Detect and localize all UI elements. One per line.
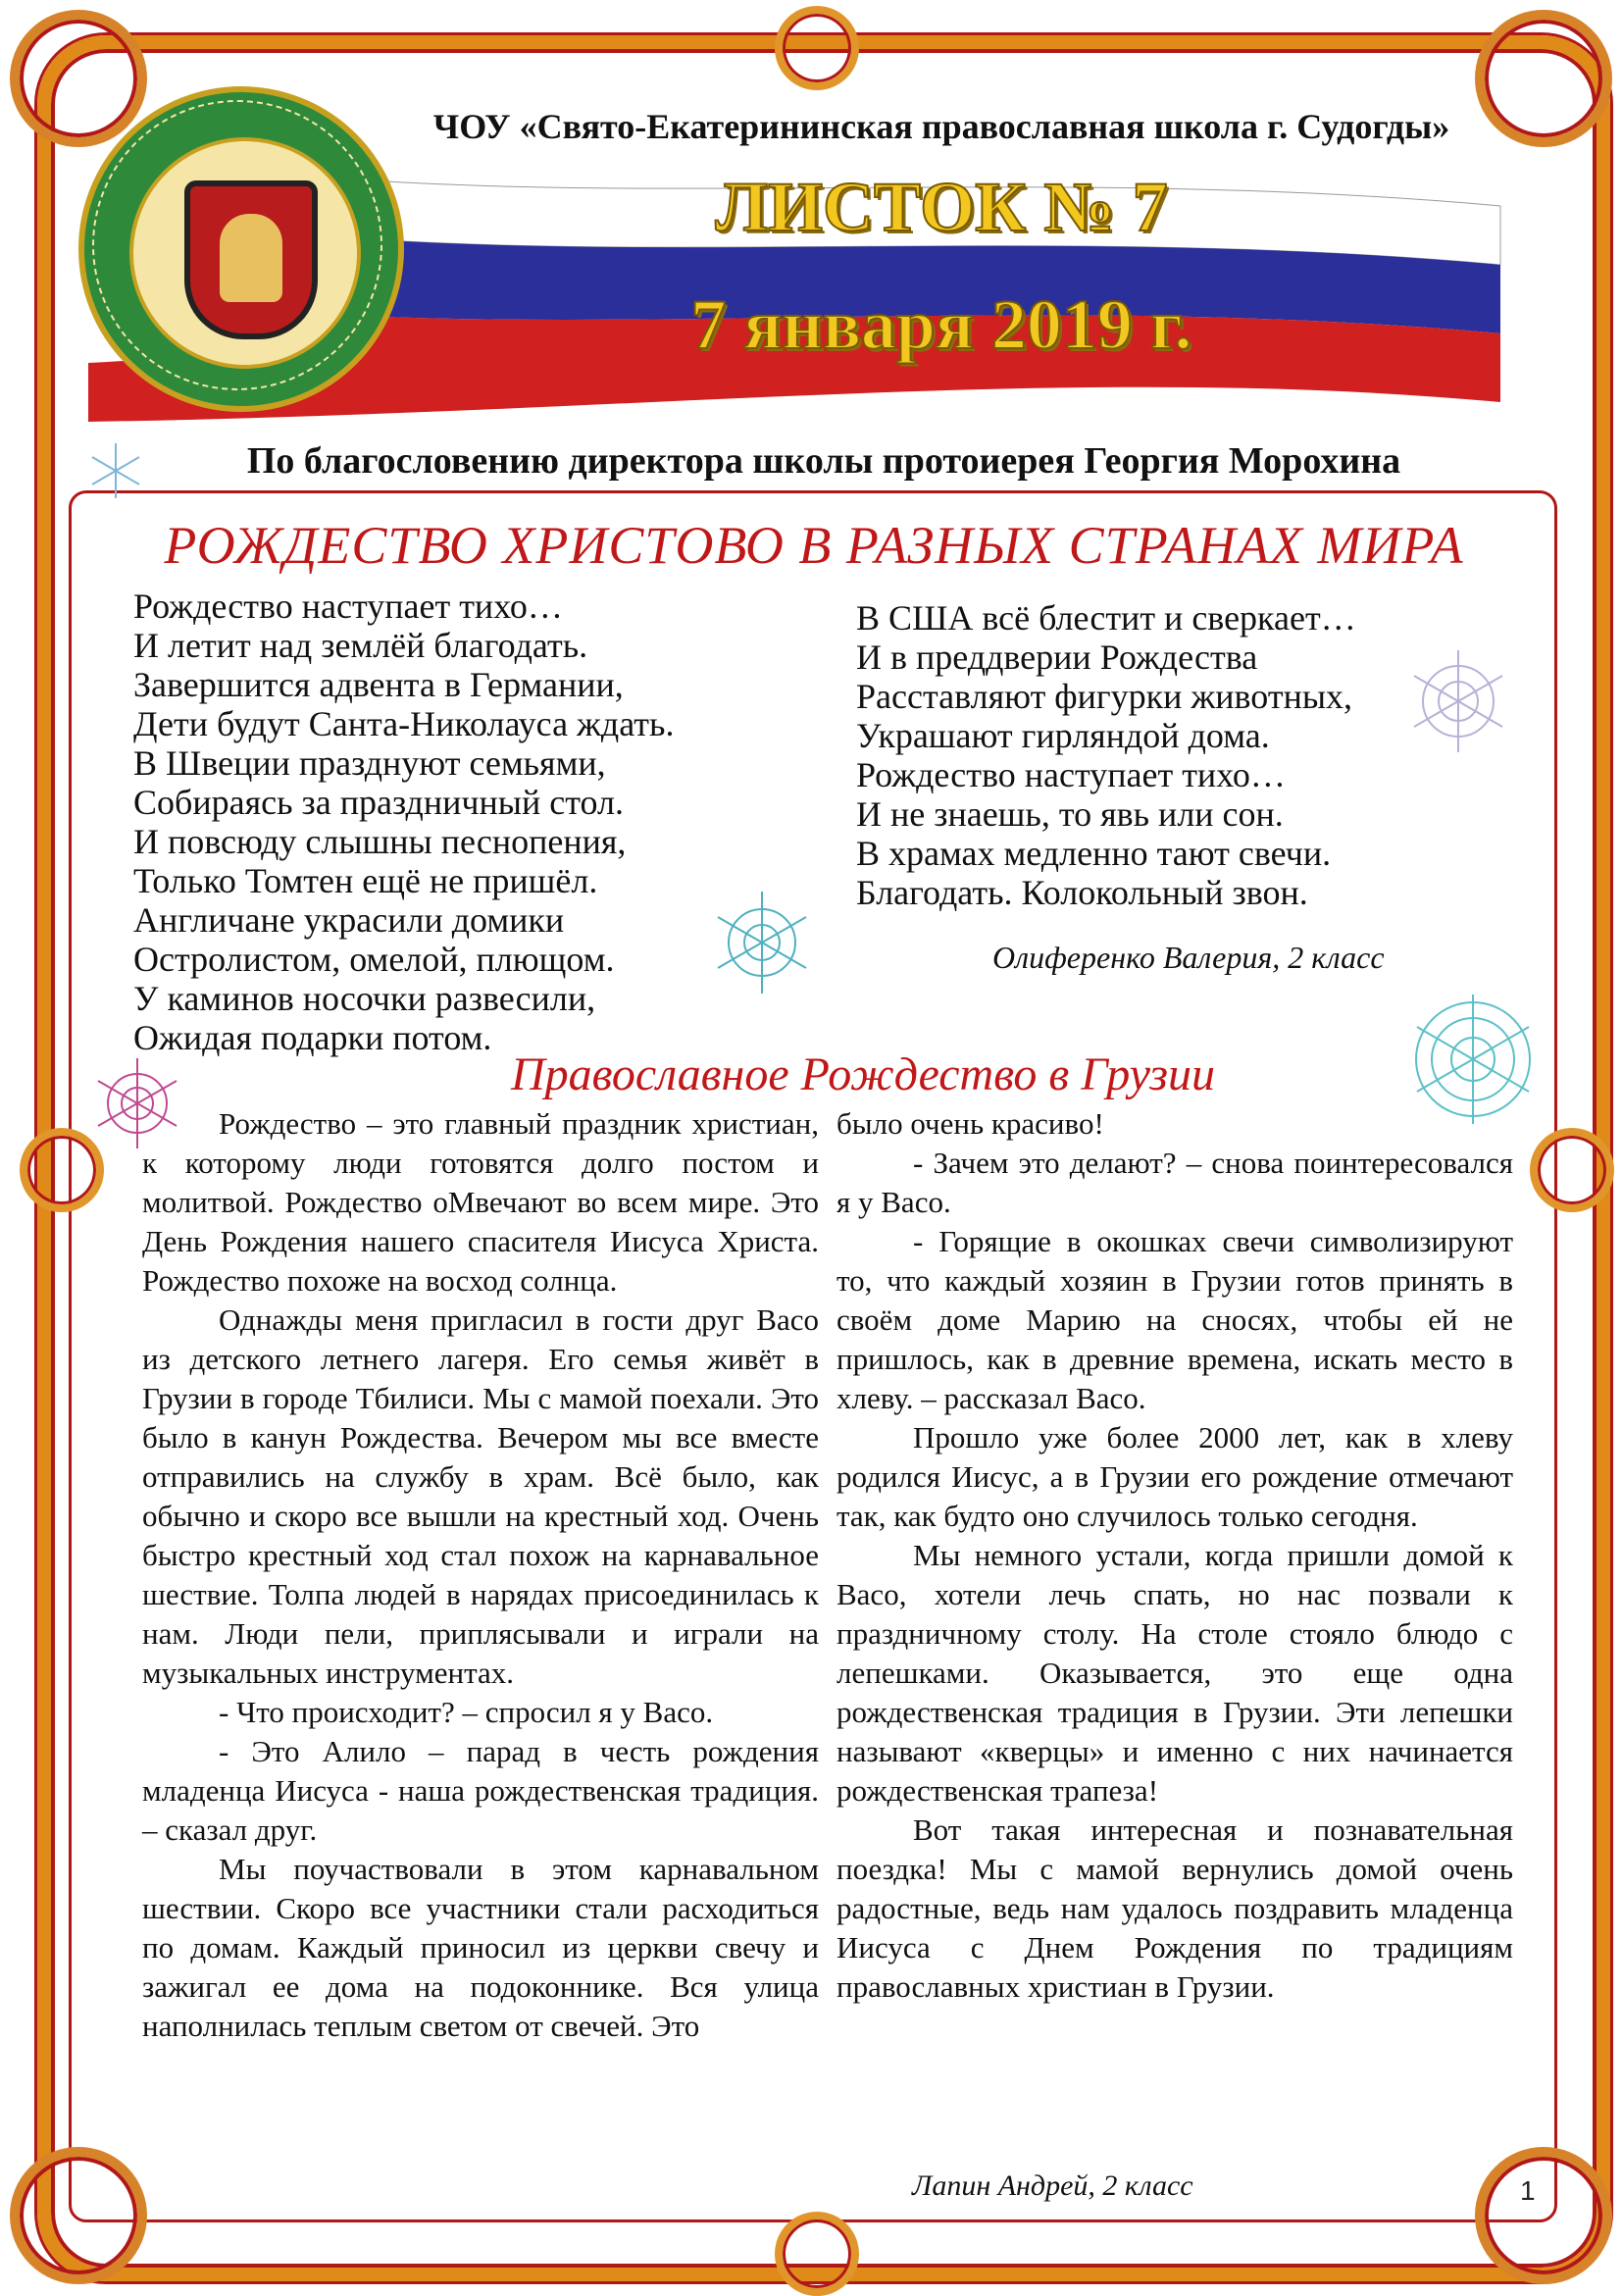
- article-paragraph: было очень красиво!: [836, 1106, 1104, 1141]
- corner-ornament: [1475, 2147, 1612, 2284]
- poem-author: Олиференко Валерия, 2 класс: [992, 940, 1385, 975]
- poem-line: В храмах медленно тают свечи.: [856, 834, 1332, 873]
- poem-line: Ожидая подарки потом.: [133, 1018, 492, 1057]
- poem-line: Дети будут Санта-Николауса ждать.: [133, 704, 675, 743]
- article-left-column: [142, 1104, 819, 2046]
- snowflake-icon: [1404, 647, 1512, 755]
- poem-line: И повсюду слышны песнопения,: [133, 822, 627, 861]
- poem-line: Англичане украсили домики: [133, 900, 565, 940]
- poem-line: И летит над землёй благодать.: [133, 626, 588, 665]
- poem-line: И в преддверии Рождества: [856, 638, 1258, 677]
- poem-right-column: [856, 598, 1356, 912]
- article-paragraph: - Это Алило – парад в честь рождения младенца Иисуса - наша рождественская традиция. – сказал друг.: [142, 1734, 819, 1847]
- article-paragraph: Однажды меня пригласил в гости друг Васо из детского летнего лагеря. Его семья живёт в Грузии в городе Тбилиси. Мы с мамой поехали. Это было в канун Рождества. Вечером мы все вместе отправились на службу в храм. Всё было, как обычно и скоро все вышли на крестный ход. Очень быстро крестный ход стал похож на карнавальное шествие. Толпа людей в нарядах присоединилась к нам. Люди пели, приплясывали и играли на музыкальных инструментах.: [142, 1302, 819, 1690]
- snowflake-icon: [86, 441, 145, 500]
- article-paragraph: Мы немного устали, когда пришли домой к Васо, хотели лечь спать, но нас позвали к праздничному столу. На столе стояло блюдо с лепешками. Оказывается, это еще одна рождественская традиция в Грузии. Эти лепешки называют «кверцы» и именно с них начинается рождественская трапеза!: [836, 1538, 1513, 1808]
- corner-ornament: [10, 2147, 147, 2284]
- article-title: Православное Рождество в Грузии: [511, 1048, 1215, 1100]
- poem-left-column: [133, 587, 674, 1057]
- top-scroll-ornament: [775, 6, 859, 90]
- article-paragraph: Прошло уже более 2000 лет, как в хлеву родился Иисус, а в Грузии его рождение отмечают так, как будто оно случилось только сегодня.: [836, 1420, 1513, 1533]
- saint-icon: [220, 214, 282, 302]
- emblem-shield: [184, 180, 318, 339]
- blessing-line: По благословению директора школы протоиерея Георгия Морохина: [246, 440, 1401, 482]
- poem-line: Завершится адвента в Германии,: [133, 665, 624, 704]
- poem-line: Благодать. Колокольный звон.: [856, 873, 1308, 912]
- emblem-center: [129, 137, 361, 369]
- side-scroll-ornament: [1530, 1128, 1614, 1212]
- poem-line: Только Томтен ещё не пришёл.: [133, 861, 598, 900]
- poem-line: Рождество наступает тихо…: [856, 755, 1286, 794]
- bottom-scroll-ornament: [775, 2212, 859, 2296]
- poem-section-title: РОЖДЕСТВО ХРИСТОВО В РАЗНЫХ СТРАНАХ МИРА: [164, 516, 1464, 575]
- issue-date: 7 января 2019 г.: [690, 285, 1192, 364]
- page-number: 1: [1520, 2175, 1536, 2206]
- article-paragraph: - Зачем это делают? – снова поинтересовался я у Васо.: [836, 1146, 1513, 1219]
- article-paragraph: - Горящие в окошках свечи символизируют то, что каждый хозяин в Грузии готов принять в своём доме Марию на сносях, чтобы ей не пришлось, как в древние времена, искать место в хлеву. – рассказал Васо.: [836, 1224, 1513, 1415]
- article-paragraph: - Что происходит? – спросил я у Васо.: [219, 1695, 714, 1729]
- corner-ornament: [10, 10, 147, 147]
- snowflake-icon: [708, 889, 816, 996]
- issue-number: ЛИСТОК № 7: [715, 168, 1168, 246]
- poem-line: Собираясь за праздничный стол.: [133, 783, 624, 822]
- article-paragraph: Вот такая интересная и познавательная поездка! Мы с мамой вернулись домой очень радостные, ведь нам удалось поздравить младенца Иисуса с Днем Рождения по традициям православных христиан в Грузии.: [836, 1812, 1513, 2004]
- article-paragraph: Рождество – это главный праздник христиан, к которому люди готовятся долго постом и молитвой. Рождество оMвечают во всем мире. Это День Рождения нашего спасителя Иисуса Христа. Рождество похоже на восход солнца.: [142, 1106, 819, 1298]
- poem-line: Остролистом, омелой, плющом.: [133, 940, 615, 979]
- article-right-column: [836, 1104, 1513, 2007]
- school-name: ЧОУ «Свято-Екатерининская православная школа г. Судогды»: [432, 107, 1450, 146]
- poem-line: В США всё блестит и сверкает…: [856, 598, 1356, 638]
- poem-line: И не знаешь, то явь или сон.: [856, 794, 1284, 834]
- poem-line: У каминов носочки развесили,: [133, 979, 596, 1018]
- poem-line: Расставляют фигурки животных,: [856, 677, 1353, 716]
- poem-line: Украшают гирляндой дома.: [856, 716, 1270, 755]
- article-author: Лапин Андрей, 2 класс: [912, 2169, 1193, 2202]
- poem-line: В Швеции празднуют семьями,: [133, 743, 606, 783]
- poem-line: Рождество наступает тихо…: [133, 587, 563, 626]
- article-paragraph: Мы поучаствовали в этом карнавальном шествии. Скоро все участники стали расходиться по домам. Каждый приносил из церкви свечу и зажигал ее дома на подоконнике. Вся улица наполнилась теплым светом от свечей. Это: [142, 1852, 819, 2043]
